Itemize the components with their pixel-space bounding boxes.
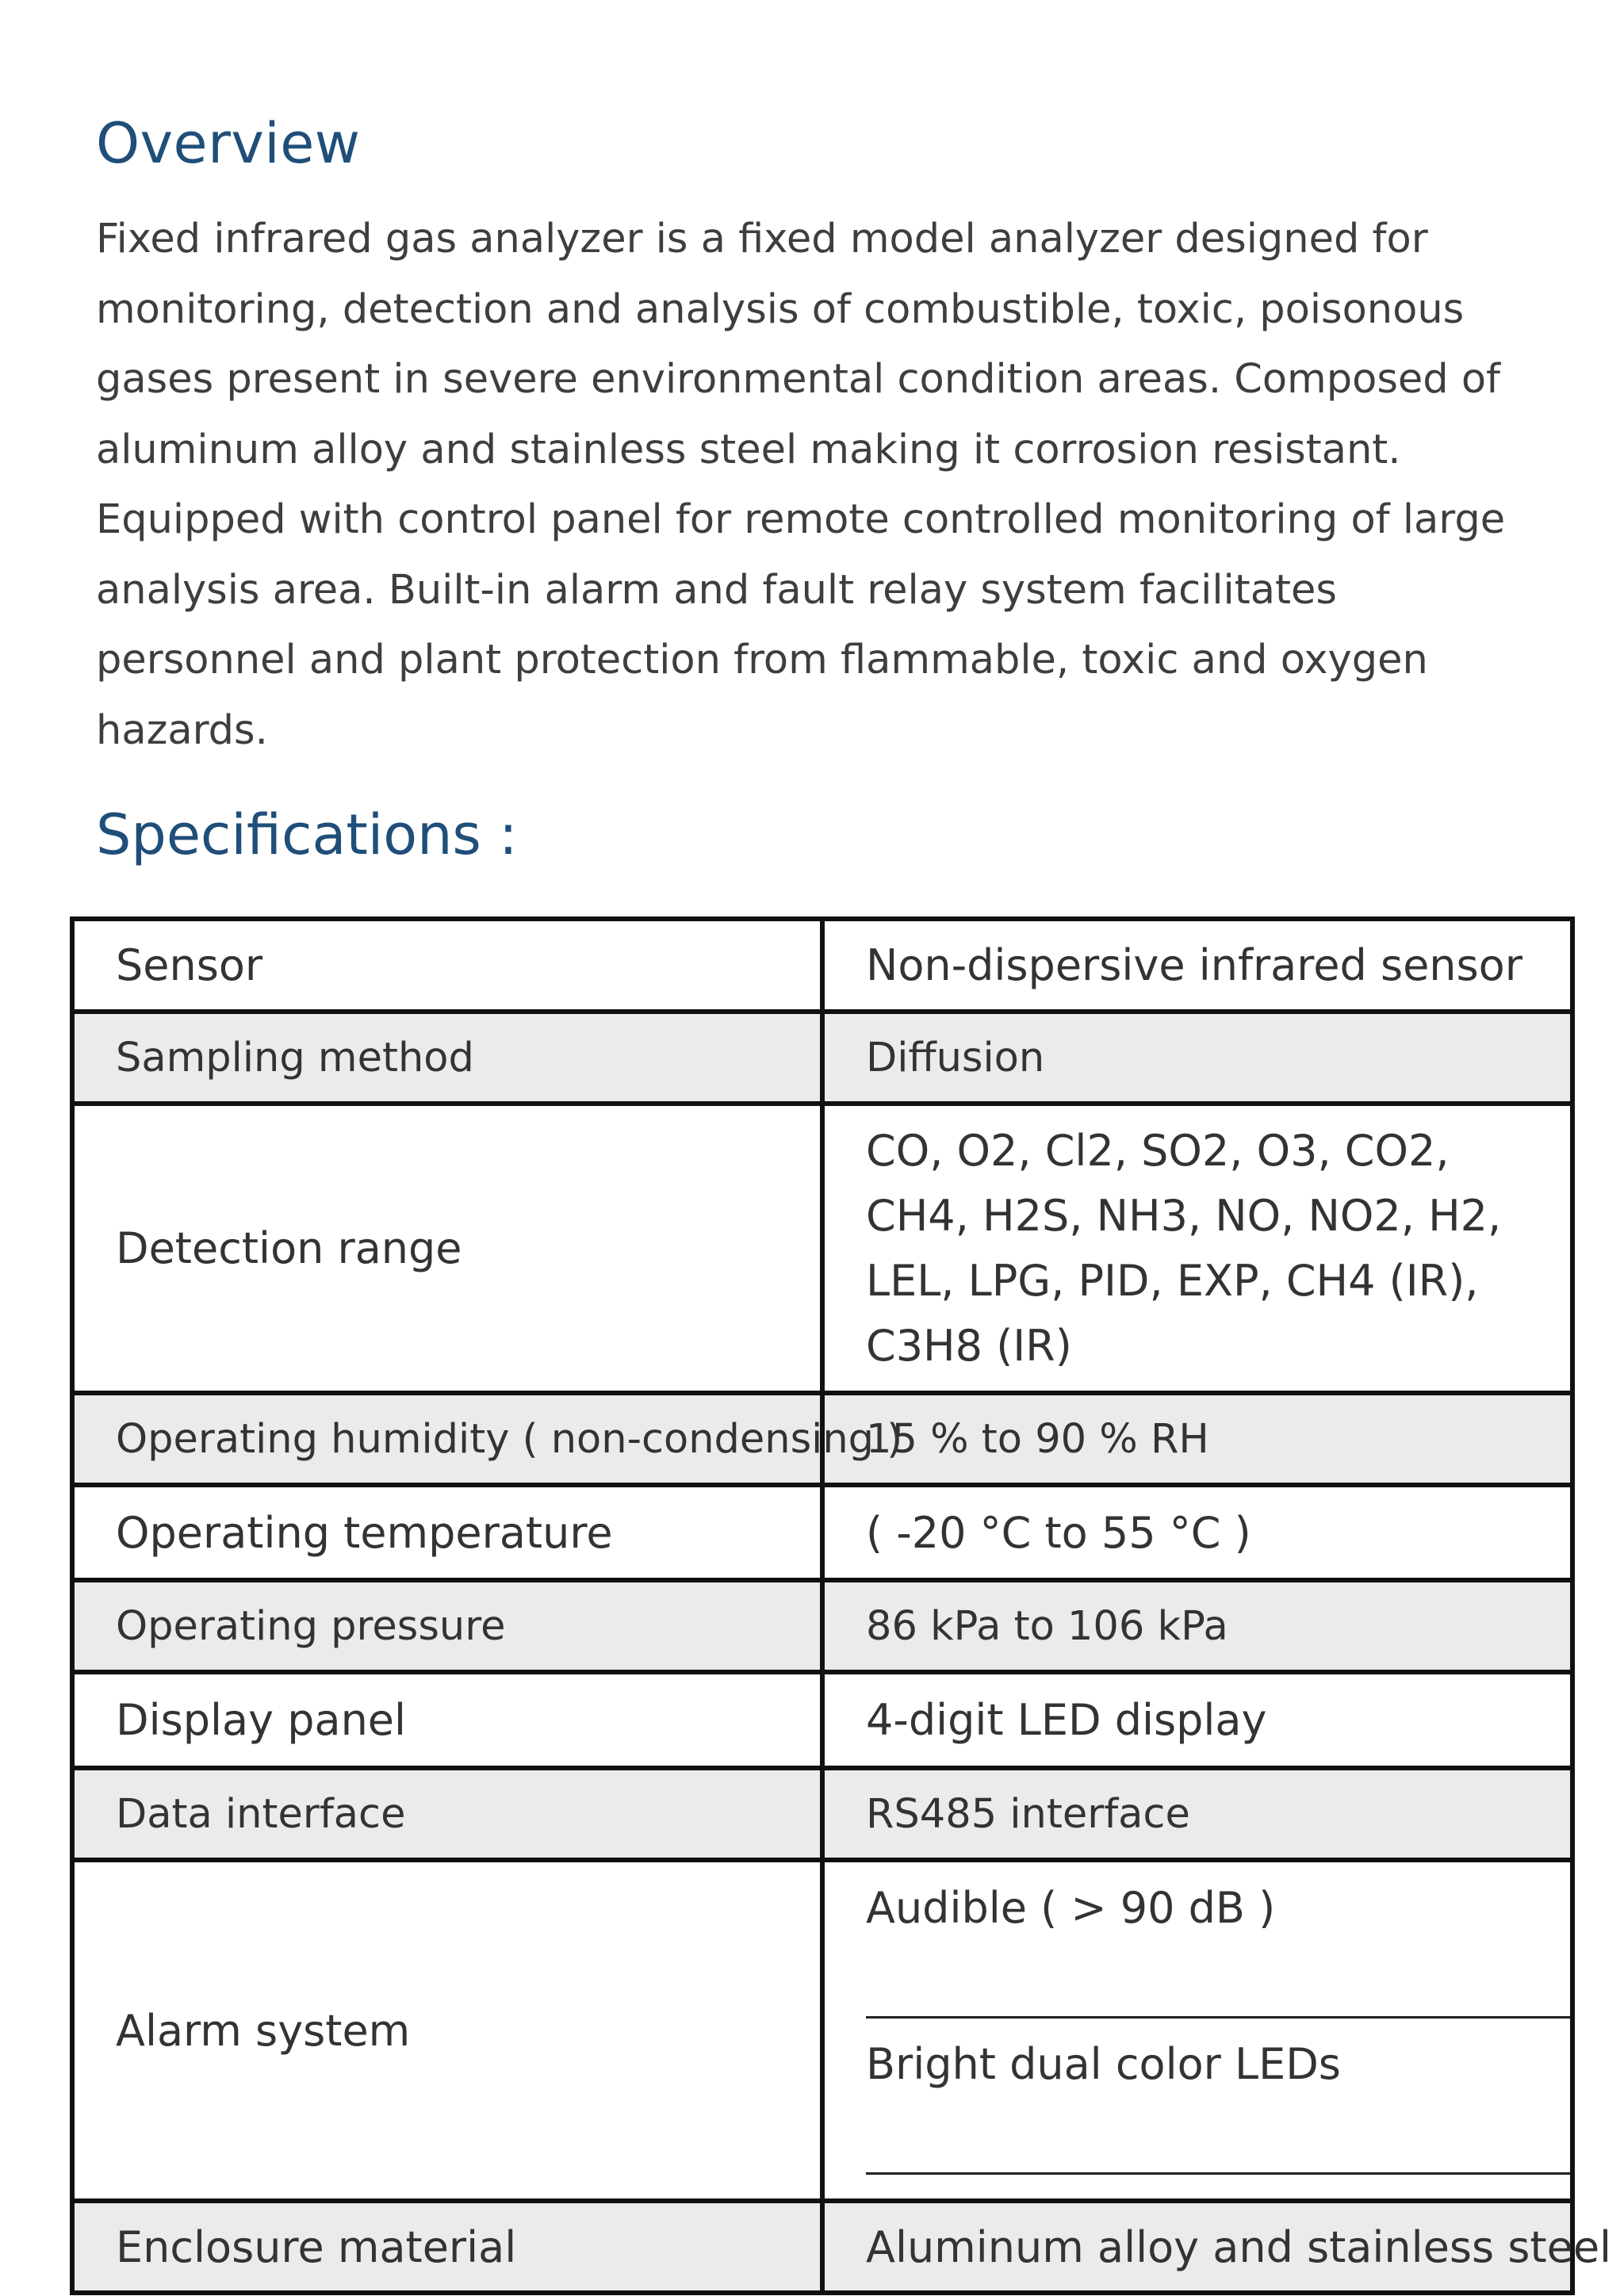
specifications-table [70, 916, 1612, 2295]
spec-value: 15 % to 90 % RH [822, 1393, 1572, 1485]
table-row [72, 1012, 1572, 1104]
spec-value: 4-digit LED display [822, 1672, 1572, 1768]
spec-label: Data interface [72, 1768, 822, 1860]
spec-label: Sensor [72, 919, 822, 1012]
spec-value: Aluminum alloy and stainless steel [822, 2201, 1572, 2293]
table-row [72, 1393, 1572, 1485]
spec-label: Operating pressure [72, 1580, 822, 1672]
table-row [72, 1768, 1572, 1860]
spec-label: Operating humidity ( non-condensing ) [72, 1393, 822, 1485]
spec-label: Alarm system [72, 1860, 822, 2201]
spec-value: RS485 interface [822, 1768, 1572, 1860]
spec-value-list [822, 1860, 1572, 2201]
spec-label: Sampling method [72, 1012, 822, 1104]
overview-heading: Overview [96, 111, 361, 176]
alarm-audible: Audible ( > 90 dB ) [866, 1883, 1276, 1933]
specifications-heading: Specifications : [96, 802, 518, 867]
spec-label: Enclosure material [72, 2201, 822, 2293]
table-row [72, 1485, 1572, 1580]
table-row [72, 1580, 1572, 1672]
alarm-leds: Bright dual color LEDs [866, 2039, 1341, 2089]
overview-paragraph: Fixed infrared gas analyzer is a fixed model analyzer designed for monitoring, detection and analysis of combustible, toxic, poisonous gases present in severe environmental condition areas. Composed of aluminum alloy and stainless steel making it corrosion resistant. Equipped with control panel for remote controlled monitoring of large analysis area. Built-in alarm and fault relay system facilitates personnel and plant protection from flammable, toxic and oxygen hazards. [96, 216, 1506, 754]
list-item [866, 1862, 1570, 2019]
spec-label: Detection range [72, 1104, 822, 1393]
spec-value: 86 kPa to 106 kPa [822, 1580, 1572, 1672]
spec-value: Diffusion [822, 1012, 1572, 1104]
table-row [72, 1104, 1572, 1393]
table-row [72, 2201, 1572, 2293]
spec-label: Operating temperature [72, 1485, 822, 1580]
list-item [866, 2019, 1570, 2175]
table-row [72, 1860, 1572, 2201]
spec-label: Display panel [72, 1672, 822, 1768]
spec-value: ( -20 °C to 55 °C ) [822, 1485, 1572, 1580]
spec-value: Non-dispersive infrared sensor [822, 919, 1572, 1012]
table-row [72, 919, 1572, 1012]
spec-value: CO, O2, Cl2, SO2, O3, CO2, CH4, H2S, NH3, NO, NO2, H2, LEL, LPG, PID, EXP, CH4 (IR), C3H8 (IR) [822, 1104, 1572, 1393]
table-row [72, 1672, 1572, 1768]
